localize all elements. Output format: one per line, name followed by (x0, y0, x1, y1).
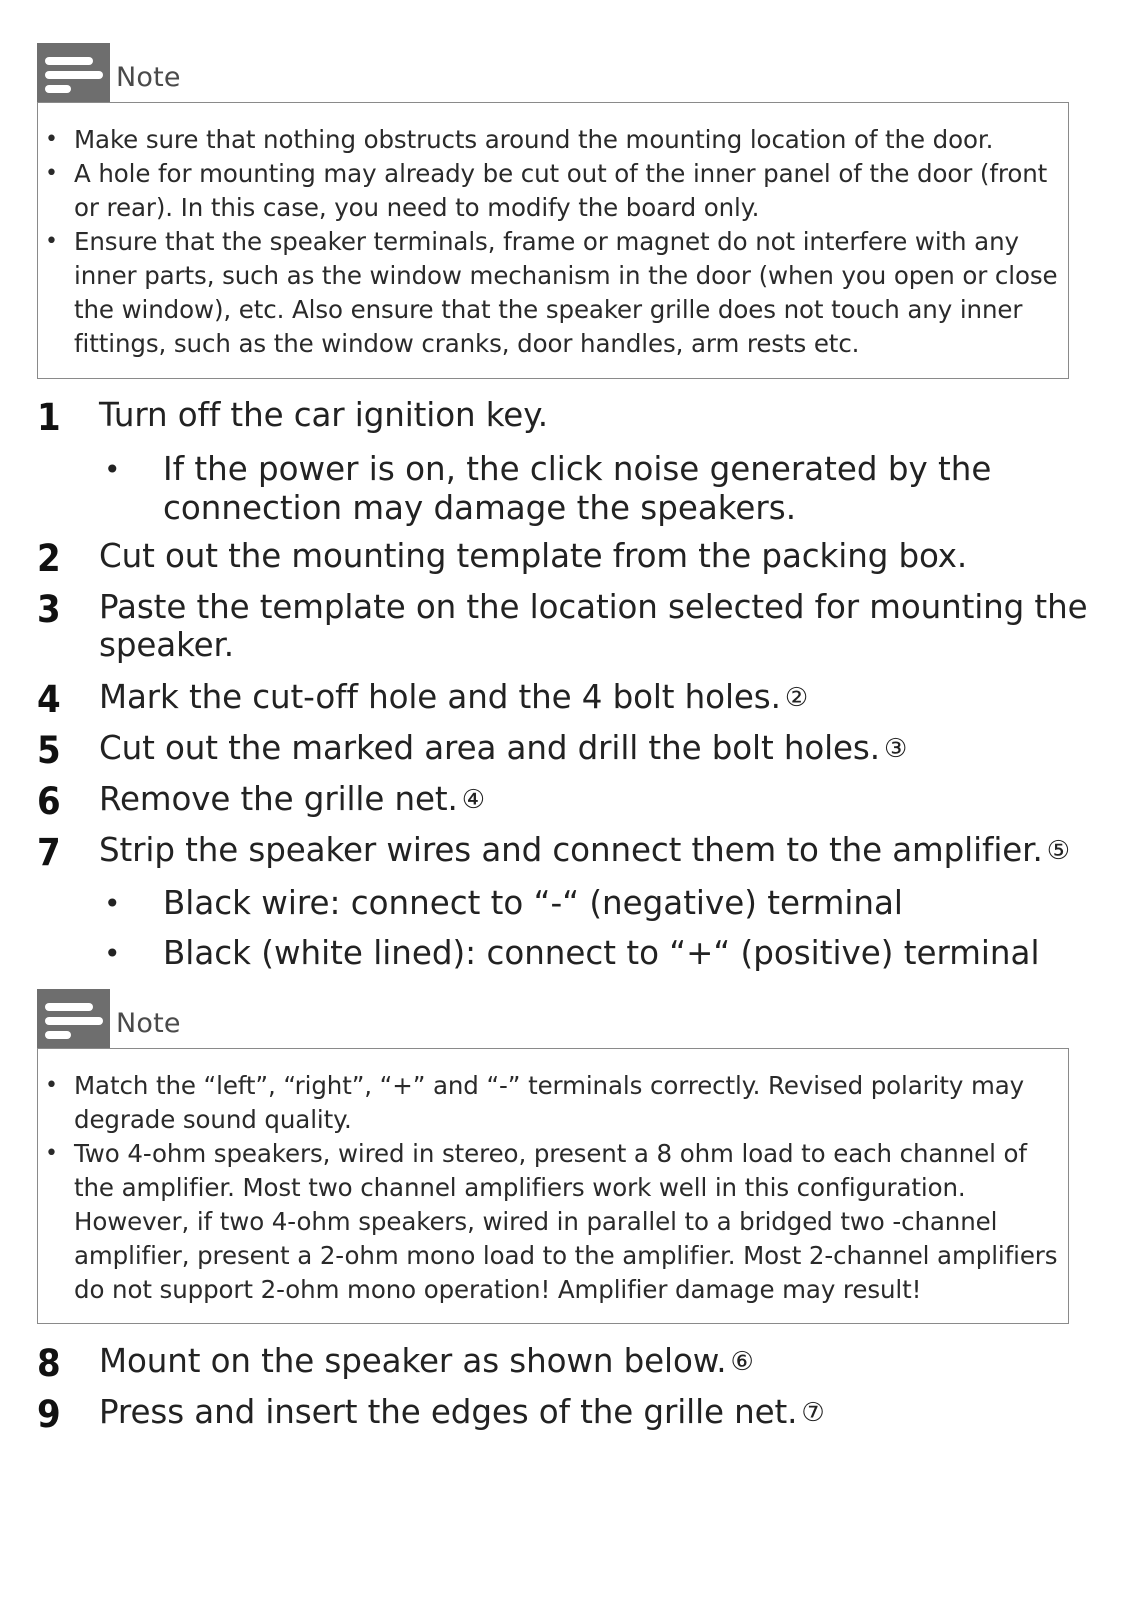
step-text: Turn off the car ignition key. (99, 396, 548, 434)
step-text: Cut out the mounting template from the packing box. (99, 537, 968, 575)
figure-ref: ④ (461, 785, 485, 815)
figure-ref: ② (784, 683, 809, 713)
note-item: • Two 4-ohm speakers, wired in stereo, present a 8 ohm load to each channel of the amplifier. Most two channel amplifiers work well in this configuration. However, if two 4-ohm speakers, wired in parallel to a bridged two -channel amplifier, present a 2-ohm mono load to the amplifier. Most 2-channel amplifiers do not support 2-ohm mono operation! Amplifier damage may result! (45, 1139, 1058, 1304)
step-number: 6 (37, 780, 61, 823)
note-box (37, 1048, 1069, 1324)
figure-ref: ③ (884, 734, 908, 764)
step-1 (37, 396, 1132, 439)
note-icon (37, 43, 110, 103)
step-text: Remove the grille net. ④ (99, 780, 485, 818)
step-4 (37, 678, 1132, 721)
step-8 (37, 1342, 1132, 1385)
note-item: • Ensure that the speaker terminals, frame or magnet do not interfere with any inner parts, such as the window mechanism in the door (when you open or close the window), etc. Also ensure that the speaker grille does not touch any inner fittings, such as the window cranks, door handles, arm rests etc. (45, 227, 1058, 358)
note-item: • A hole for mounting may already be cut out of the inner panel of the door (front or rear). In this case, you need to modify the board only. (45, 159, 1048, 222)
step-3 (37, 588, 1099, 664)
step-7-sub: • Black (white lined): connect to “+“ (positive) terminal (104, 934, 1040, 972)
step-6 (37, 780, 1132, 823)
step-5 (37, 729, 1132, 772)
step-9 (37, 1393, 1132, 1436)
note-box (37, 102, 1069, 379)
note-header (37, 989, 181, 1049)
step-2 (37, 537, 1132, 580)
step-number: 9 (37, 1393, 61, 1436)
step-number: 3 (37, 588, 61, 631)
figure-ref: ⑥ (730, 1347, 754, 1377)
step-number: 7 (37, 831, 61, 874)
step-number: 8 (37, 1342, 61, 1385)
figure-ref: ⑤ (1046, 836, 1070, 866)
step-7 (37, 831, 1132, 874)
note-item: • Match the “left”, “right”, “+” and “-” terminals correctly. Revised polarity may degrade sound quality. (45, 1071, 1025, 1134)
step-text: Mark the cut-off hole and the 4 bolt holes. ② (99, 678, 809, 716)
step-text: Press and insert the edges of the grille net. ⑦ (99, 1393, 825, 1431)
note-item: • Make sure that nothing obstructs around the mounting location of the door. (45, 125, 994, 154)
step-number: 1 (37, 396, 61, 439)
note-label: Note (116, 62, 181, 93)
step-7-sub: • Black wire: connect to “-“ (negative) terminal (104, 884, 903, 922)
step-number: 5 (37, 729, 61, 772)
figure-ref: ⑦ (801, 1398, 825, 1428)
note-label: Note (116, 1008, 181, 1039)
step-text: Mount on the speaker as shown below. ⑥ (99, 1342, 754, 1380)
step-text: Strip the speaker wires and connect them to the amplifier. ⑤ (99, 831, 1070, 869)
note-header (37, 43, 181, 103)
note-icon (37, 989, 110, 1049)
step-1-sub: • If the power is on, the click noise generated by the connection may damage the speakers. (104, 450, 992, 527)
step-number: 4 (37, 678, 61, 721)
step-number: 2 (37, 537, 61, 580)
step-text: Paste the template on the location selected for mounting the speaker. (99, 588, 1088, 664)
step-text: Cut out the marked area and drill the bolt holes. ③ (99, 729, 908, 767)
